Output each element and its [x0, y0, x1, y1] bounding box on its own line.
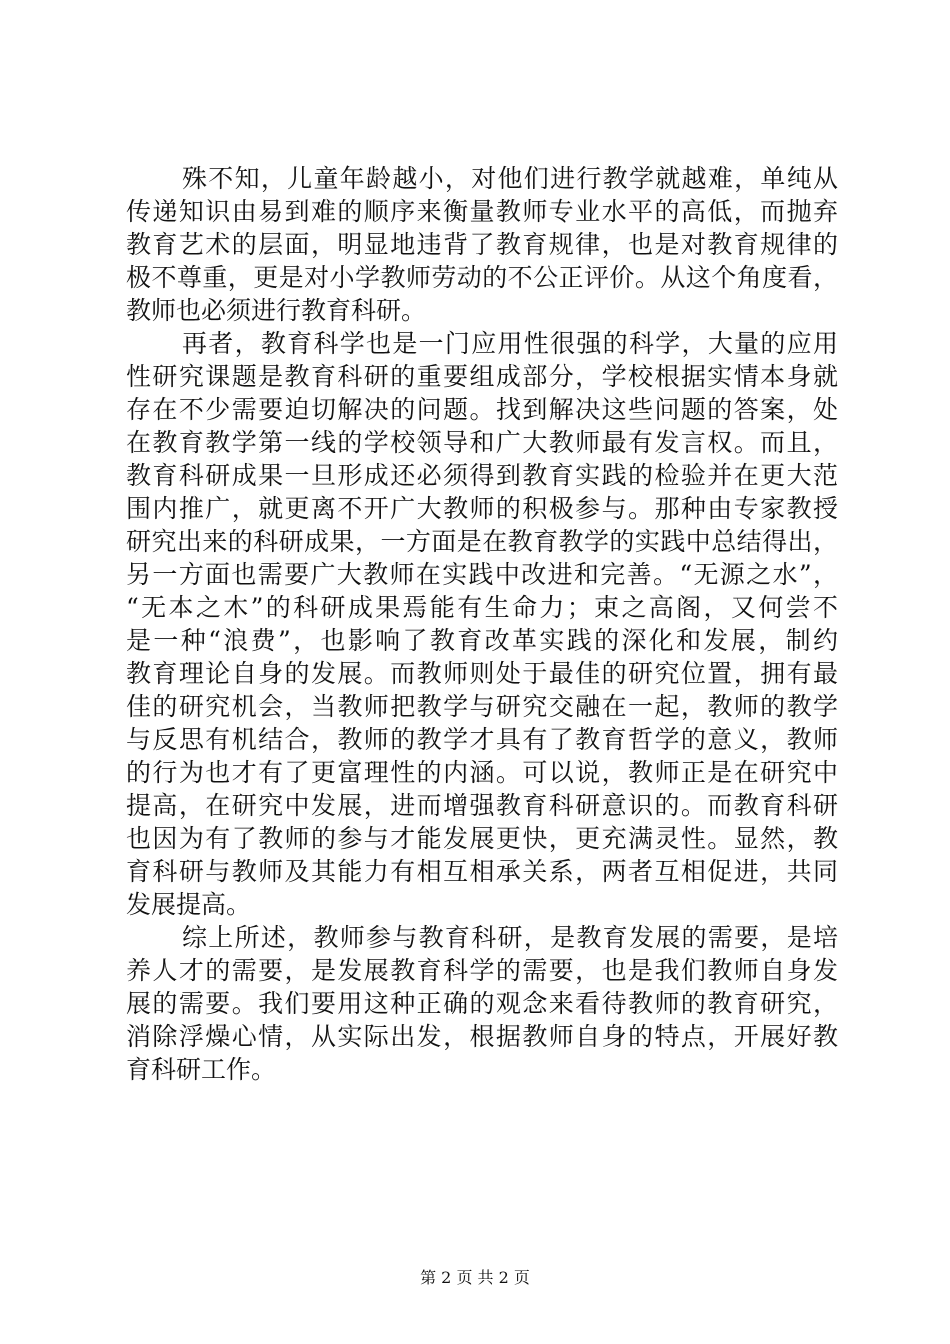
text-line: 育科研工作。 [126, 1055, 277, 1084]
text-line: 殊不知，儿童年龄越小，对他们进行教学就越难，单纯从 [182, 164, 838, 193]
text-line: 围内推广，就更离不开广大教师的积极参与。那种由专家教授 [126, 494, 838, 523]
text-line: 研究出来的科研成果，一方面是在教育教学的实践中总结得出， [126, 527, 838, 556]
text-line: 在教育教学第一线的学校领导和广大教师最有发言权。而且， [126, 428, 838, 457]
text-line: 再者，教育科学也是一门应用性很强的科学，大量的应用 [182, 329, 838, 358]
text-line: 育科研与教师及其能力有相互相承关系，两者互相促进，共同 [126, 857, 838, 886]
text-line: 提高，在研究中发展，进而增强教育科研意识的。而教育科研 [126, 791, 838, 820]
text-line: 教育理论自身的发展。而教师则处于最佳的研究位置，拥有最 [126, 659, 838, 688]
page-number-label: 第 2 页 共 2 页 [420, 1268, 530, 1287]
text-line: 的行为也才有了更富理性的内涵。可以说，教师正是在研究中 [126, 758, 838, 787]
text-line: 存在不少需要迫切解决的问题。找到解决这些问题的答案，处 [126, 395, 838, 424]
text-line: 展的需要。我们要用这种正确的观念来看待教师的教育研究， [126, 989, 838, 1018]
text-line: 性研究课题是教育科研的重要组成部分，学校根据实情本身就 [126, 362, 838, 391]
text-line: 是一种“浪费”，也影响了教育改革实践的深化和发展，制约 [126, 626, 838, 655]
text-line: 综上所述，教师参与教育科研，是教育发展的需要，是培 [182, 923, 838, 952]
text-line: 极不尊重，更是对小学教师劳动的不公正评价。从这个角度看， [126, 263, 838, 292]
text-line: 与反思有机结合，教师的教学才具有了教育哲学的意义，教师 [126, 725, 838, 754]
page-footer [0, 1266, 950, 1290]
text-line: 教师也必须进行教育科研。 [126, 296, 427, 325]
text-line: 也因为有了教师的参与才能发展更快，更充满灵性。显然，教 [126, 824, 838, 853]
text-line: 传递知识由易到难的顺序来衡量教师专业水平的高低，而抛弃 [126, 197, 838, 226]
text-line: 消除浮燥心情，从实际出发，根据教师自身的特点，开展好教 [126, 1022, 838, 1051]
text-line: 发展提高。 [126, 890, 252, 919]
text-line: 养人才的需要，是发展教育科学的需要，也是我们教师自身发 [126, 956, 838, 985]
text-line: 教育艺术的层面，明显地违背了教育规律，也是对教育规律的 [126, 230, 838, 259]
text-line: “无本之木”的科研成果焉能有生命力；束之高阁，又何尝不 [126, 593, 838, 622]
text-line: 佳的研究机会，当教师把教学与研究交融在一起，教师的教学 [126, 692, 838, 721]
body-text [126, 162, 838, 1086]
text-line: 另一方面也需要广大教师在实践中改进和完善。“无源之水”， [126, 560, 838, 589]
text-line: 教育科研成果一旦形成还必须得到教育实践的检验并在更大范 [126, 461, 838, 490]
